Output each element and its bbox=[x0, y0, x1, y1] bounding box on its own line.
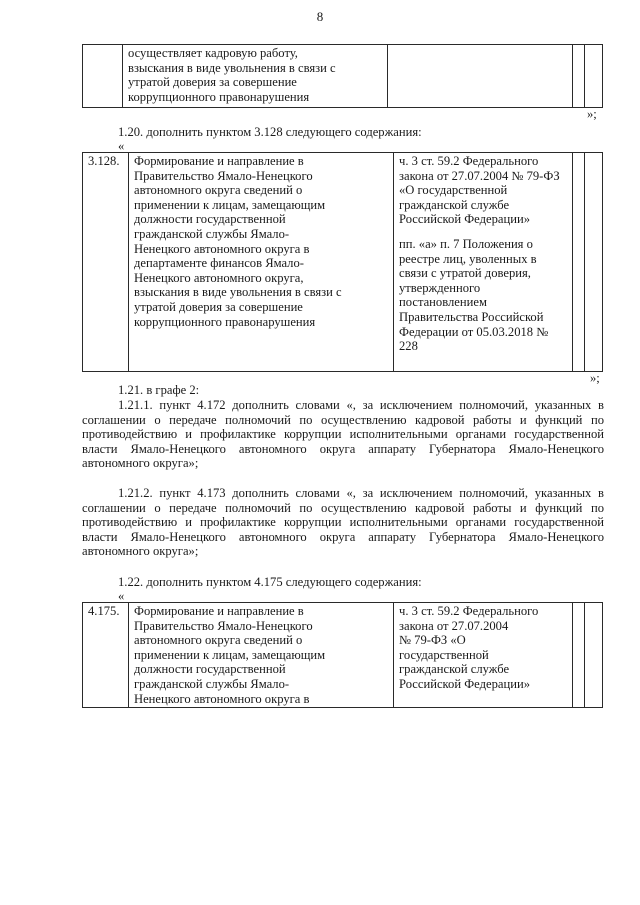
closing-quote-top: »; bbox=[587, 107, 597, 121]
table-row bbox=[83, 153, 603, 372]
item-1-22-intro: 1.22. дополнить пунктом 4.175 следующего содержания: bbox=[118, 575, 422, 589]
cell-name: Формирование и направление в Правительство Ямало-Ненецкого автономного округа сведений о применении к лицам, замещающим должности государственной гражданской службы Ямало- Ненецкого автономного округа в bbox=[129, 603, 394, 708]
item-1-21-intro: 1.21. в графе 2: bbox=[118, 383, 200, 397]
cell-name: Формирование и направление в Правительство Ямало-Ненецкого автономного округа сведений о применении к лицам, замещающим должности государственной гражданской службы Ямало- Ненецкого автономного округа в департаменте финансов Ямало- Ненецкого автономного округа, взыскания в виде увольнения в связи с утратой доверия за совершение коррупционного правонарушения bbox=[129, 153, 394, 372]
table-continuation bbox=[82, 44, 603, 108]
cell-number: 4.175. bbox=[83, 603, 129, 708]
cell-number: 3.128. bbox=[83, 153, 129, 372]
table-row bbox=[83, 603, 603, 708]
basis-text-2: пп. «а» п. 7 Положения о реестре лиц, уволенных в связи с утратой доверия, утвержденного постановлением Правительства Российской Федерации от 05.03.2018 № 228 bbox=[399, 236, 549, 354]
cell-extra-1 bbox=[573, 45, 585, 108]
cell-extra-2 bbox=[585, 603, 603, 708]
item-1-20-intro: 1.20. дополнить пунктом 3.128 следующего содержания: bbox=[118, 125, 422, 139]
cell-extra-2 bbox=[585, 153, 603, 372]
table-item-3-128 bbox=[82, 152, 603, 372]
cell-extra-2 bbox=[585, 45, 603, 108]
table-item-4-175 bbox=[82, 602, 603, 708]
cell-extra-1 bbox=[573, 153, 585, 372]
cell-basis: ч. 3 ст. 59.2 Федерального закона от 27.07.2004 № 79-ФЗ «О государственной гражданской службе Российской Федерации» bbox=[394, 603, 573, 708]
cell-name: осуществляет кадровую работу, взыскания в виде увольнения в связи с утратой доверия за совершение коррупционного правонарушения bbox=[123, 45, 388, 108]
cell-basis bbox=[388, 45, 573, 108]
table-row bbox=[83, 45, 603, 108]
basis-text-1: ч. 3 ст. 59.2 Федерального закона от 27.07.2004 № 79-ФЗ «О государственной гражданской службе Российской Федерации» bbox=[399, 154, 560, 227]
cell-extra-1 bbox=[573, 603, 585, 708]
cell-basis bbox=[394, 153, 573, 372]
open-quote-1-20: « bbox=[118, 139, 125, 153]
cell-number bbox=[83, 45, 123, 108]
open-quote-1-22: « bbox=[118, 589, 125, 603]
closing-quote-1-20: »; bbox=[590, 371, 600, 385]
item-1-21-1: 1.21.1. пункт 4.172 дополнить словами «, за исключением полномочий, указанных в соглашении о передаче полномочий по осуществлению кадровой работы и функций по противодействию и профилактике коррупции исполнительными органами государственной власти Ямало-Ненецкого автономного округа аппарату Губернатора Ямало-Ненецкого автономного округа»; bbox=[82, 398, 604, 471]
item-1-21-2: 1.21.2. пункт 4.173 дополнить словами «, за исключением полномочий, указанных в соглашении о передаче полномочий по осуществлению кадровой работы и функций по противодействию и профилактике коррупции исполнительными органами государственной власти Ямало-Ненецкого автономного округа аппарату Губернатора Ямало-Ненецкого автономного округа»; bbox=[82, 486, 604, 559]
page-number: 8 bbox=[316, 9, 324, 24]
